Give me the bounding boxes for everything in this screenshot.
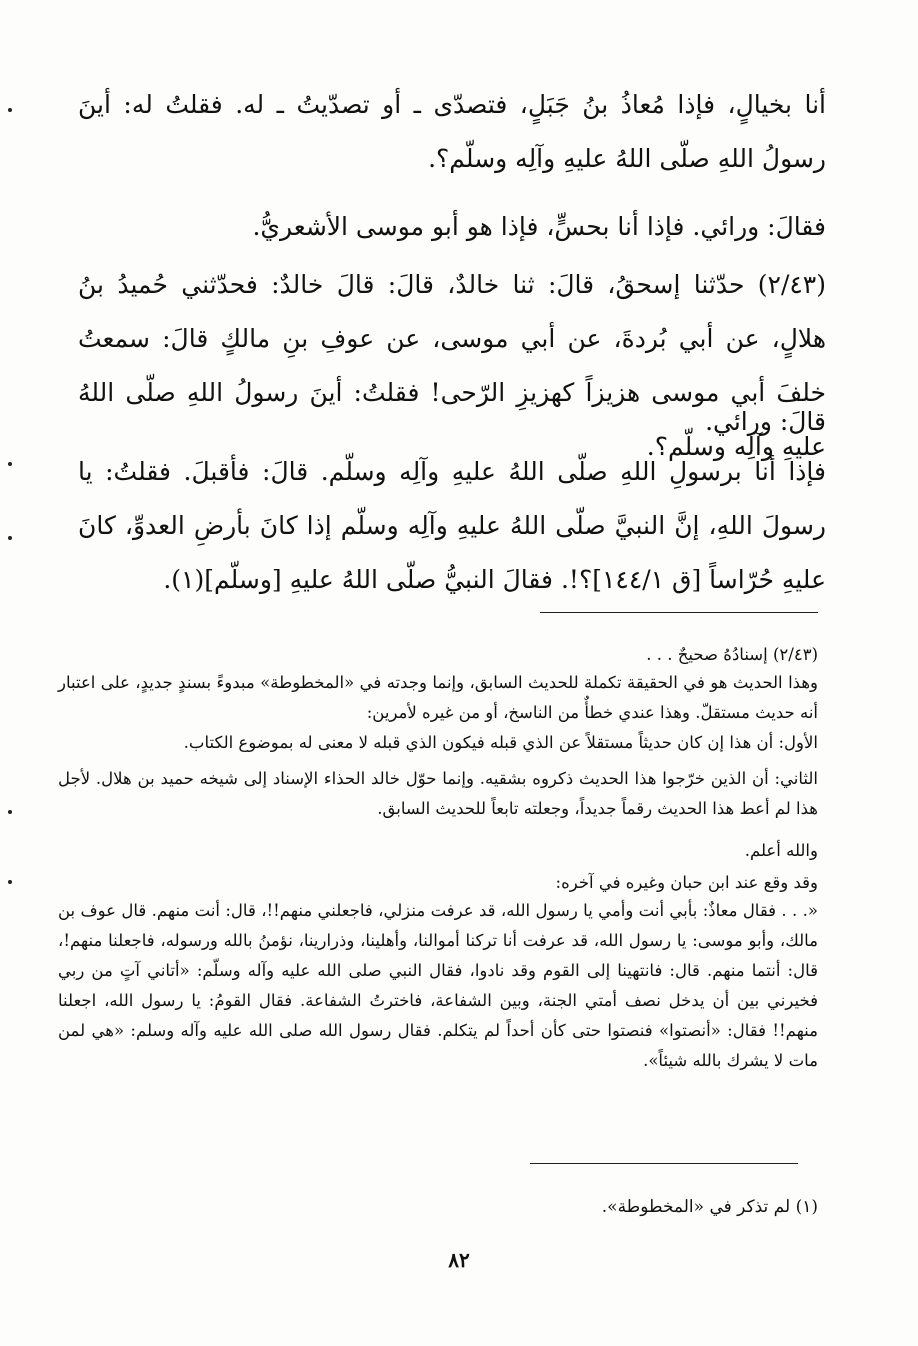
note-paragraph: الثاني: أن الذين خرّجوا هذا الحديث ذكروه بشقيه. وإنما حوّل خالد الحذاء الإسناد إلى شيخه حميد بن هلال. لأجل هذا لم أعط هذا الحديث رقماً جديداً، وجعلته تابعاً للحديث السابق.	[58, 769, 818, 818]
margin-dot	[8, 536, 12, 540]
margin-dot	[8, 108, 12, 112]
hadith-paragraph-4: قالَ: ورائي.	[705, 407, 826, 436]
note-paragraph: الأول: أن هذا إن كان حديثاً مستقلاً عن الذي قبله فيكون الذي قبله لا معنى له بموضوع الكتاب.	[183, 733, 818, 752]
hadith-paragraph-2: فقالَ: ورائي. فإذا أنا بحسٍّ، فإذا هو أبو موسى الأشعريُّ.	[252, 212, 826, 241]
note-paragraph: وهذا الحديث هو في الحقيقة تكملة للحديث السابق، وإنما وجدته في «المخطوطة» مبدوءً بسندٍ جديدٍ، على اعتبار أنه حديث مستقلّ. وهذا عندي خطأٌ من الناسخ، أو من غيره لأمرين:	[58, 673, 818, 722]
hadith-paragraph-5: فإذا أنا برسولِ اللهِ صلّى اللهُ عليهِ وآلِه وسلّم. قالَ: فأقبلَ. فقلتُ: يا رسولَ اللهِ، إنَّ النبيَّ صلّى اللهُ عليهِ وآلِه وسلّم إذا كانَ بأرضِ العدوِّ، كانَ عليهِ حُرّاساً [ق ١٤٤/١]؟!. فقالَ النبيُّ صلّى اللهُ عليهِ [وسلّم](١).	[78, 457, 826, 594]
margin-dot	[8, 810, 12, 814]
notes-heading: (٢/٤٣) إسنادُهُ صحيحٌ . . .	[646, 645, 818, 664]
hadith-paragraph-1: أنا بخيالٍ، فإذا مُعاذُ بنُ جَبَلٍ، فتصدّى ـ أو تصدّيتُ ـ له. فقلتُ له: أينَ رسولُ اللهِ صلّى اللهُ عليهِ وآلِه وسلّم؟.	[78, 90, 826, 173]
margin-dot	[8, 880, 12, 884]
note-paragraph: والله أعلم.	[744, 841, 818, 860]
footnote: (١) لم تذكر في «المخطوطة».	[601, 1197, 818, 1217]
hadith-paragraph-3: (٢/٤٣) حدّثنا إسحقُ، قالَ: ثنا خالدٌ، قالَ: قالَ خالدٌ: فحدّثني حُميدُ بنُ هلالٍ، عن أبي بُردةَ، عن أبي موسى، عن عوفِ بنِ مالكٍ قالَ: سمعتُ خلفَ أبي موسى هزيزاً كهزيزِ الرّحى! فقلتُ: أينَ رسولُ اللهِ صلّى اللهُ عليهِ وآلِه وسلّم؟.	[78, 270, 826, 461]
margin-dot	[8, 462, 12, 466]
footnote-separator	[530, 1163, 798, 1164]
note-paragraph: وقد وقع عند ابن حبان وغيره في آخره:	[555, 873, 818, 892]
page-number: ٨٢	[448, 1248, 470, 1272]
note-quote: «. . . فقال معاذٌ: بأبي أنت وأمي يا رسول الله، قد عرفت منزلي، فاجعلني منهم!!، قال: أنت منهم. قال عوف بن مالك، وأبو موسى: يا رسول الله، قد عرفت أنا تركنا أموالنا، وأهلينا، وذرارينا، نؤمنُ بالله ورسوله، فاجعلنا منهم!، قال: أنتما منهم. قال: فانتهينا إلى القوم وقد نادوا، فقال النبي صلى الله عليه وآله وسلّم: «أتاني آتٍ من ربي فخيرني بين أن يدخل نصف أمتي الجنة، وبين الشفاعة، فاخترتُ الشفاعة. فقال القومُ: يا رسول الله، اجعلنا منهم!! فقال: «أنصتوا» فنصتوا حتى كأن أحداً لم يتكلم. فقال رسول الله صلى الله عليه وآله وسلم: «هي لمن مات لا يشرك بالله شيئاً».	[58, 901, 818, 1070]
notes-separator	[540, 612, 818, 613]
